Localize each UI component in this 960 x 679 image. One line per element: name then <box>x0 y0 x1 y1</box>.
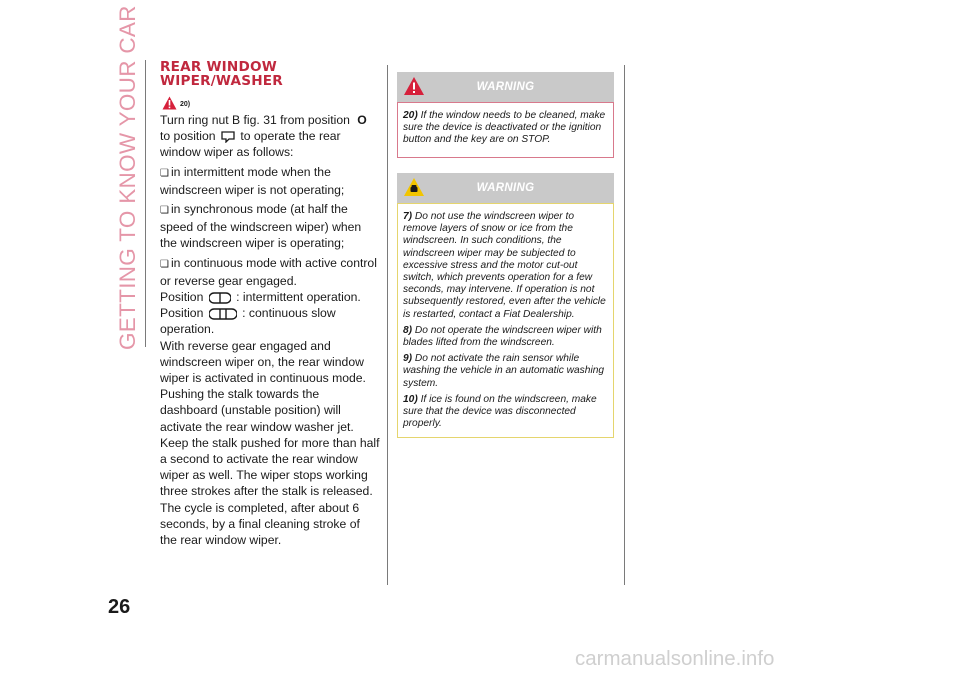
warning-item <box>403 325 608 349</box>
warning-item <box>403 110 608 147</box>
warning-item-number: 8) <box>403 324 413 336</box>
reverse-gear-paragraph: With reverse gear engaged and windscreen wiper on, the rear window wiper is activated in continuous mode. Pushing the stalk towards the dashboard (unstable position) will activate the rear window washer jet. Keep the stalk pushed for more than half a second to activate the rear window wiper as well. The wiper stops working three strokes after the stalk is released. The cycle is completed, after about 6 seconds, by a final cleaning stroke of the rear window wiper. <box>160 338 380 548</box>
warning-item-text: Do not use the windscreen wiper to remove layers of snow or ice from the windscreen. In such conditions, the windscreen wiper may be subjected to excessive stress and the motor cut-out switch, which prevents operation for a few seconds, may intervene. If operation is not subsequently restored, even after the vehicle is restarted, contact a Fiat Dealership. <box>403 211 606 320</box>
warning-item-number: 20) <box>403 110 418 121</box>
side-chapter-title-text: GETTING TO KNOW YOUR CAR <box>115 5 140 350</box>
main-column <box>160 60 380 548</box>
warning-item <box>403 353 608 390</box>
continuous-mode-icon <box>209 308 237 320</box>
side-chapter-title <box>113 5 143 350</box>
warning-body <box>397 203 614 438</box>
warning-item-text: Do not activate the rain sensor while washing the vehicle in an automatic washing system. <box>403 353 605 389</box>
section-title-line1: REAR WINDOW <box>160 59 277 75</box>
section-title-line2: WIPER/WASHER <box>160 73 283 89</box>
warning-body <box>397 102 614 158</box>
column-rule-left <box>145 60 146 347</box>
position-label: Position <box>160 306 204 321</box>
warning-item-number: 7) <box>403 211 413 222</box>
warning-item <box>403 394 608 431</box>
warning-item-text: Do not operate the windscreen wiper with blades lifted from the windscreen. <box>403 324 602 349</box>
intro-text-c: to operate the rear window wiper as follows: <box>160 129 341 160</box>
warning-box-2 <box>397 173 614 438</box>
position-continuous <box>160 305 380 337</box>
intro-text-b: to position <box>160 129 216 144</box>
warning-item-text: If ice is found on the windscreen, make sure that the device was disconnected properly. <box>403 393 597 430</box>
warning-item-number: 9) <box>403 353 413 365</box>
warning-header <box>397 173 614 203</box>
warning-item-text: If the window needs to be cleaned, make sure the device is deactivated or the ignition button and the key are on STOP. <box>403 110 606 146</box>
continuous-description: : continuous slow operation. <box>160 306 336 337</box>
position-label: Position <box>160 290 204 305</box>
warning-ref-number: 20) <box>180 101 191 108</box>
position-o-symbol: O <box>357 113 367 127</box>
intermittent-description: : intermittent operation. <box>236 290 361 305</box>
warning-item <box>403 211 608 321</box>
section-title <box>160 60 380 88</box>
warning-triangle-icon <box>162 96 177 110</box>
warning-item-number: 10) <box>403 393 418 405</box>
section-body <box>160 112 380 548</box>
rear-wiper-icon <box>221 131 235 143</box>
bullet-synchronous: ❏ in synchronous mode (at half the speed of the windscreen wiper) when the windscreen wiper is operating; <box>160 201 380 252</box>
column-rule-middle <box>387 65 388 585</box>
warning-header <box>397 72 614 102</box>
warning-ref <box>162 92 380 110</box>
position-intermittent <box>160 289 380 305</box>
watermark: carmanualsonline.info <box>575 647 775 670</box>
column-rule-right <box>624 65 625 585</box>
warning-label: WARNING <box>476 81 535 93</box>
warning-box-1 <box>397 72 614 158</box>
intro-paragraph <box>160 112 380 161</box>
warning-label: WARNING <box>476 182 535 194</box>
intermittent-mode-icon <box>209 292 231 304</box>
bullet-intermittent: ❏ in intermittent mode when the windscreen wiper is not operating; <box>160 164 380 198</box>
page-number: 26 <box>108 596 131 618</box>
bullet-continuous: ❏ in continuous mode with active control or reverse gear engaged. <box>160 255 380 289</box>
intro-text-a: Turn ring nut B fig. 31 from position <box>160 113 350 127</box>
